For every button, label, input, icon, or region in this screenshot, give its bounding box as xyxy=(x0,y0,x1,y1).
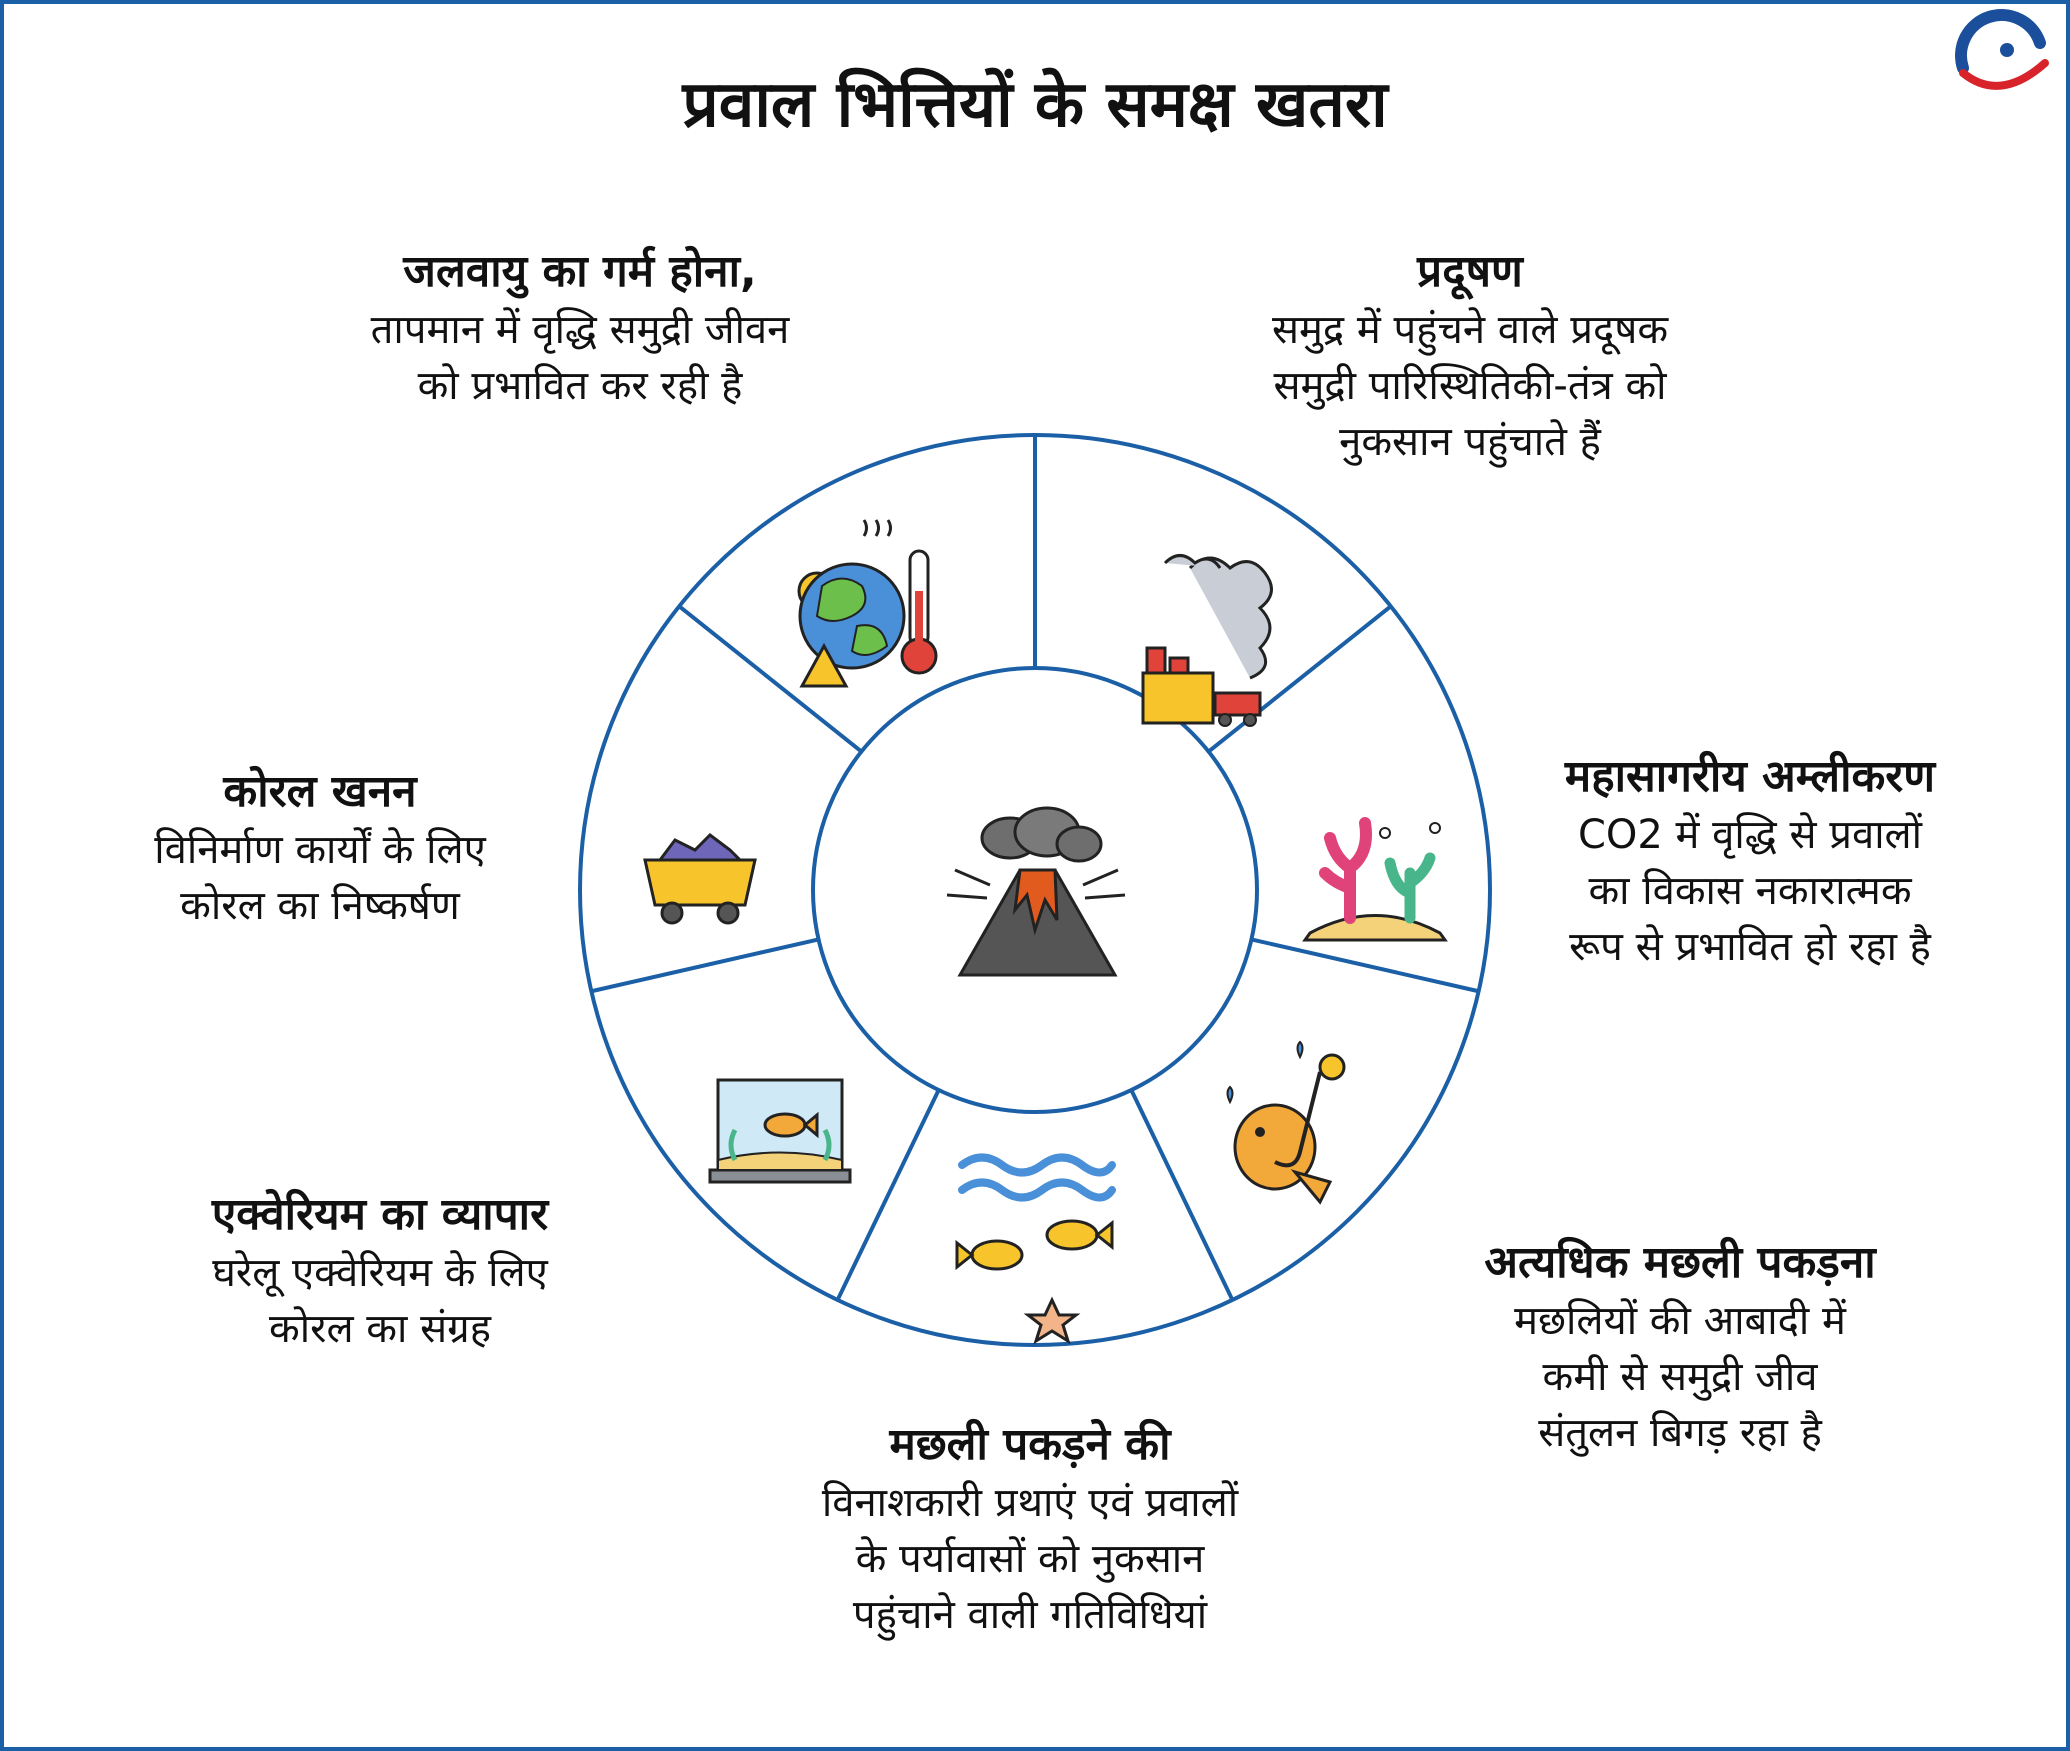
aquarium-icon xyxy=(710,1080,850,1182)
threat-acidification-desc-2: का विकास नकारात्मक xyxy=(1588,868,1912,914)
threat-acidification-desc-3: रूप से प्रभावित हो रहा है xyxy=(1569,924,1931,970)
threat-overfishing-desc-3: संतुलन बिगड़ रहा है xyxy=(1538,1410,1822,1456)
threat-climate-desc-2: को प्रभावित कर रही है xyxy=(417,363,743,409)
threat-pollution xyxy=(1100,242,1840,470)
threat-acidification xyxy=(1450,747,2050,975)
threat-mining-title: कोरल खनन xyxy=(223,766,417,817)
page-title: प्रवाल भित्तियों के समक्ष खतरा xyxy=(682,68,1388,142)
threat-aquarium xyxy=(70,1185,690,1357)
threat-acidification-desc-1: CO2 में वृद्धि से प्रवालों xyxy=(1577,812,1923,858)
threat-climate-desc-1: तापमान में वृद्धि समुद्री जीवन xyxy=(370,307,790,353)
threat-acidification-title: महासागरीय अम्लीकरण xyxy=(1564,751,1936,802)
threat-climate xyxy=(200,242,960,414)
factory-pollution-icon xyxy=(1143,556,1271,727)
threat-destructive-fishing xyxy=(650,1415,1410,1643)
threat-destructive-fishing-desc-3: पहुंचाने वाली गतिविधियां xyxy=(852,1592,1208,1638)
fish-waves-icon xyxy=(957,1158,1112,1342)
threat-pollution-desc-2: समुद्री पारिस्थितिकी-तंत्र को xyxy=(1273,363,1667,409)
threat-aquarium-desc-1: घरेलू एक्वेरियम के लिए xyxy=(212,1250,548,1296)
wheel-spoke xyxy=(1251,939,1478,991)
wheel-spoke xyxy=(591,939,818,991)
threat-destructive-fishing-title: मछली पकड़ने की xyxy=(889,1419,1171,1470)
threat-destructive-fishing-desc-2: के पर्यावासों को नुकसान xyxy=(855,1536,1205,1582)
threat-aquarium-title: एक्वेरियम का व्यापार xyxy=(211,1189,549,1240)
threat-mining xyxy=(20,762,620,934)
mining-cart-icon xyxy=(645,835,755,923)
threat-aquarium-desc-2: कोरल का संग्रह xyxy=(269,1306,491,1352)
threat-pollution-title: प्रदूषण xyxy=(1417,246,1523,297)
fishing-hook-icon xyxy=(1228,1042,1345,1202)
threat-pollution-desc-1: समुद्र में पहुंचने वाले प्रदूषक xyxy=(1271,307,1669,353)
threat-overfishing xyxy=(1370,1233,1990,1461)
threat-mining-desc-2: कोरल का निष्कर्षण xyxy=(180,883,460,929)
wheel-spoke xyxy=(838,1090,939,1300)
coral-reef-icon xyxy=(1305,823,1445,940)
threat-pollution-desc-3: नुकसान पहुंचाते हैं xyxy=(1339,419,1601,465)
volcano-icon xyxy=(947,808,1125,975)
threat-overfishing-desc-2: कमी से समुद्री जीव xyxy=(1542,1354,1818,1400)
threat-destructive-fishing-desc-1: विनाशकारी प्रथाएं एवं प्रवालों xyxy=(821,1480,1239,1526)
wheel-spoke xyxy=(1131,1090,1232,1300)
threat-overfishing-title: अत्यधिक मछली पकड़ना xyxy=(1484,1237,1876,1288)
climate-warming-icon xyxy=(799,520,936,686)
threat-climate-title: जलवायु का गर्म होना, xyxy=(403,246,757,297)
threat-overfishing-desc-1: मछलियों की आबादी में xyxy=(1514,1298,1846,1344)
threat-mining-desc-1: विनिर्माण कार्यों के लिए xyxy=(154,827,486,873)
